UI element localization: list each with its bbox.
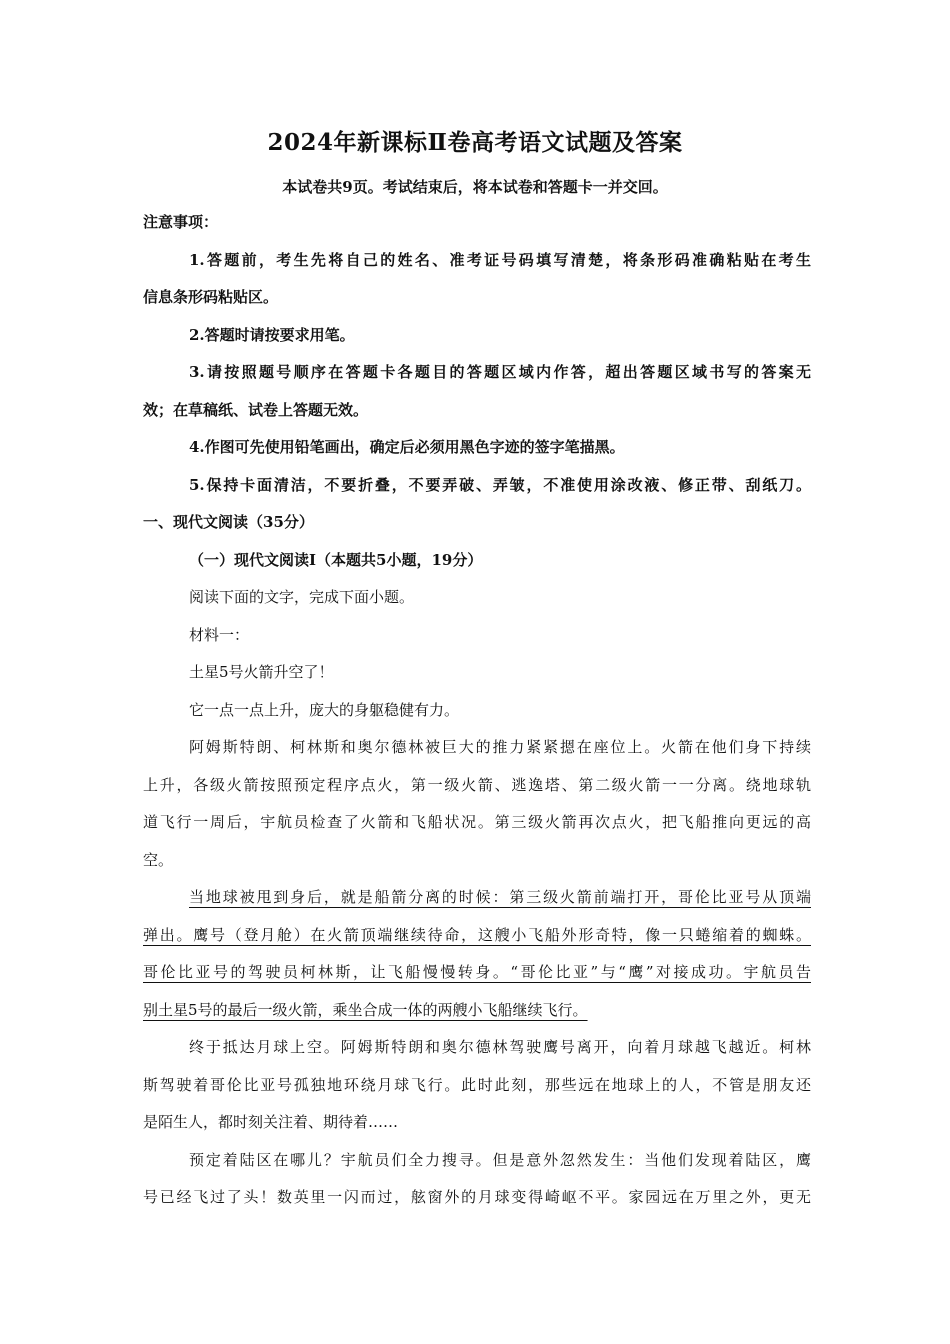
notice-item-3: 3.请按照题号顺序在答题卡各题目的答题区域内作答，超出答题区域书写的答案无: [189, 363, 811, 381]
notice-item-2: 2.答题时请按要求用笔。: [189, 325, 355, 344]
paragraph-4-line-4: [143, 992, 811, 1030]
paragraph-5-line-2: 斯驾驶着哥伦比亚号孤独地环绕月球飞行。此时此刻，那些远在地球上的人，不管是朋友还: [143, 1075, 811, 1094]
notice-section: [143, 204, 811, 579]
paragraph-3-line-2: 上升，各级火箭按照预定程序点火，第一级火箭、逃逸塔、第二级火箭一一分离。绕地球轨: [143, 775, 811, 794]
paragraph-5-line-1: 终于抵达月球上空。阿姆斯特朗和奥尔德林驾驶鹰号离开，向着月球越飞越近。柯林: [189, 1038, 811, 1056]
notice-item-1: 1.答题前，考生先将自己的姓名、准考证号码填写清楚，将条形码准确粘贴在考生: [189, 250, 811, 269]
instruction-text: 阅读下面的文字，完成下面小题。: [189, 588, 415, 606]
notice-item-1-cont: 信息条形码粘贴区。: [143, 288, 279, 306]
notice-item-5: 5.保持卡面清洁，不要折叠，不要弄破、弄皱，不准使用涂改液、修正带、刮纸刀。: [189, 475, 811, 494]
subsection-heading: （一）现代文阅读Ⅰ（本题共5小题，19分）: [189, 550, 483, 569]
notice-item-4: 4.作图可先使用铅笔画出，确定后必须用黑色字迹的签字笔描黑。: [189, 438, 625, 456]
paragraph-6-line-2: 号已经飞过了头！数英里一闪而过，舷窗外的月球变得崎岖不平。家园远在万里之外，更无: [143, 1188, 811, 1206]
paragraph-4-line-4-text: 别土星5号的最后一级火箭，乘坐合成一体的两艘小飞船继续飞行。: [143, 1000, 588, 1019]
paragraph-3-line-1: 阿姆斯特朗、柯林斯和奥尔德林被巨大的推力紧紧摁在座位上。火箭在他们身下持续: [189, 738, 811, 756]
paragraph-3-line-3: 道飞行一周后，宇航员检查了火箭和飞船状况。第三级火箭再次点火，把飞船推向更远的高: [143, 813, 811, 831]
section-heading: 一、现代文阅读（35分）: [143, 513, 314, 531]
document-title: 2024年新课标Ⅱ卷高考语文试题及答案: [267, 129, 683, 156]
paragraph-4-line-2: 弹出。鹰号（登月舱）在火箭顶端继续待命，这艘小飞船外形奇特，像一只蜷缩着的蜘蛛。: [143, 925, 811, 944]
paragraph-6-line-1: 预定着陆区在哪儿？宇航员们全力搜寻。但是意外忽然发生：当他们发现着陆区，鹰: [189, 1150, 811, 1169]
paragraph-5-line-3: 是陌生人，都时刻关注着、期待着……: [143, 1113, 399, 1131]
document-subtitle: 本试卷共9页。考试结束后，将本试卷和答题卡一并交回。: [282, 178, 668, 196]
material-label: 材料一：: [189, 625, 250, 644]
notice-item-3-cont: 效；在草稿纸、试卷上答题无效。: [143, 400, 369, 419]
reading-passage: [143, 579, 811, 1217]
paragraph-3-line-4: 空。: [143, 850, 174, 869]
paragraph-4-line-3: 哥伦比亚号的驾驶员柯林斯，让飞船慢慢转身。“哥伦比亚”与“鹰”对接成功。宇航员告: [143, 963, 811, 981]
notice-heading: 注意事项：: [143, 213, 219, 231]
paragraph-4-line-1: 当地球被甩到身后，就是船箭分离的时候：第三级火箭前端打开，哥伦比亚号从顶端: [189, 888, 811, 906]
paragraph-1: 土星5号火箭升空了！: [189, 663, 334, 681]
paragraph-2: 它一点一点上升，庞大的身躯稳健有力。: [189, 700, 460, 719]
